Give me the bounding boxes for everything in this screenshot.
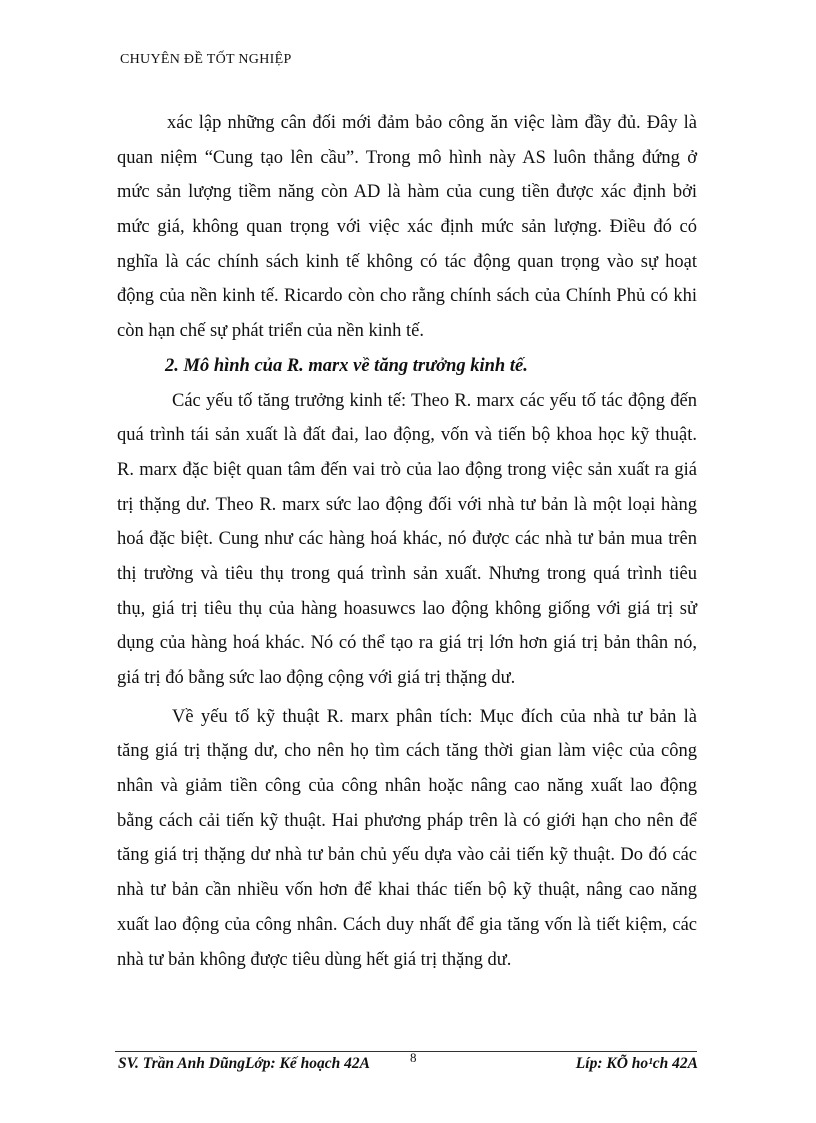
- page-body: [117, 106, 697, 977]
- footer-author: SV. Trần Anh DũngLớp: Kế hoạch 42A: [118, 1055, 370, 1072]
- section-heading: 2. Mô hình của R. marx về tăng trưởng kinh tế.: [165, 355, 528, 376]
- body-line: hoá đặc biệt. Cung như các hàng hoá khác, nó được các nhà tư bản mua trên: [117, 529, 697, 550]
- body-line: tăng giá trị thặng dư nhà tư bản chủ yếu dựa vào cải tiến kỹ thuật. Do đó các: [117, 845, 697, 866]
- document-header: CHUYÊN ĐỀ TỐT NGHIỆP: [120, 52, 292, 67]
- body-line: tăng giá trị thặng dư, cho nên họ tìm cách tăng thời gian làm việc của công: [117, 741, 697, 762]
- body-line: bằng cách cải tiến kỹ thuật. Hai phương pháp trên là có giới hạn cho nên để: [117, 810, 697, 831]
- body-line: trị thặng dư. Theo R. marx sức lao động đối với nhà tư bản là một loại hàng: [117, 494, 697, 515]
- body-line: xuất lao động của công nhân. Cách duy nhất để gia tăng vốn là tiết kiệm, các: [117, 914, 697, 935]
- body-line: Về yếu tố kỹ thuật R. marx phân tích: Mục đích của nhà tư bản là: [172, 706, 697, 727]
- body-line: xác lập những cân đối mới đảm bảo công ăn việc làm đầy đủ. Đây là: [167, 113, 697, 133]
- body-line: động của nền kinh tế. Ricardo còn cho rằng chính sách của Chính Phủ có khi: [117, 286, 697, 307]
- body-line: thị trường và tiêu thụ trong quá trình sản xuất. Nhưng trong quá trình tiêu: [117, 563, 697, 584]
- page-number: 8: [410, 1050, 417, 1065]
- body-line: dụng của hàng hoá khác. Nó có thể tạo ra giá trị lớn hơn giá trị bản thân nó,: [117, 633, 697, 654]
- body-line: nhà tư bản không được tiêu dùng hết giá trị thặng dư.: [117, 949, 512, 970]
- body-line: mức sản lượng tiềm năng còn AD là hàm của cung tiền được xác định bởi: [117, 182, 697, 203]
- body-line: nhà tư bản cần nhiều vốn hơn để khai thác tiến bộ kỹ thuật, nâng cao năng: [117, 880, 697, 901]
- body-line: còn hạn chế sự phát triển của nền kinh tế.: [117, 321, 424, 342]
- body-line: Các yếu tố tăng trưởng kinh tế: Theo R. marx các yếu tố tác động đến: [172, 390, 697, 411]
- body-line: thụ, giá trị tiêu thụ của hàng hoasuwcs lao động không giống với giá trị sử: [117, 598, 697, 619]
- body-line: giá trị đó bằng sức lao động cộng với giá trị thặng dư.: [117, 668, 516, 688]
- footer-class: Líp: KÕ ho¹ch 42A: [575, 1055, 698, 1072]
- body-line: quá trình tái sản xuất là đất đai, lao động, vốn và tiến bộ khoa học kỹ thuật.: [117, 425, 697, 446]
- body-line: nghĩa là các chính sách kinh tế không có tác động quan trọng vào sự hoạt: [117, 251, 697, 272]
- body-line: mức giá, không quan trọng với việc xác định mức sản lượng. Điều đó có: [117, 217, 697, 238]
- footer-divider: [115, 1051, 697, 1052]
- body-line: quan niệm “Cung tạo lên cầu”. Trong mô hình này AS luôn thẳng đứng ở: [117, 147, 697, 168]
- body-line: R. marx đặc biệt quan tâm đến vai trò của lao động trong việc sản xuất ra giá: [117, 459, 697, 480]
- body-line: nhân và giảm tiền công của công nhân hoặc nâng cao năng xuất lao động: [117, 776, 697, 797]
